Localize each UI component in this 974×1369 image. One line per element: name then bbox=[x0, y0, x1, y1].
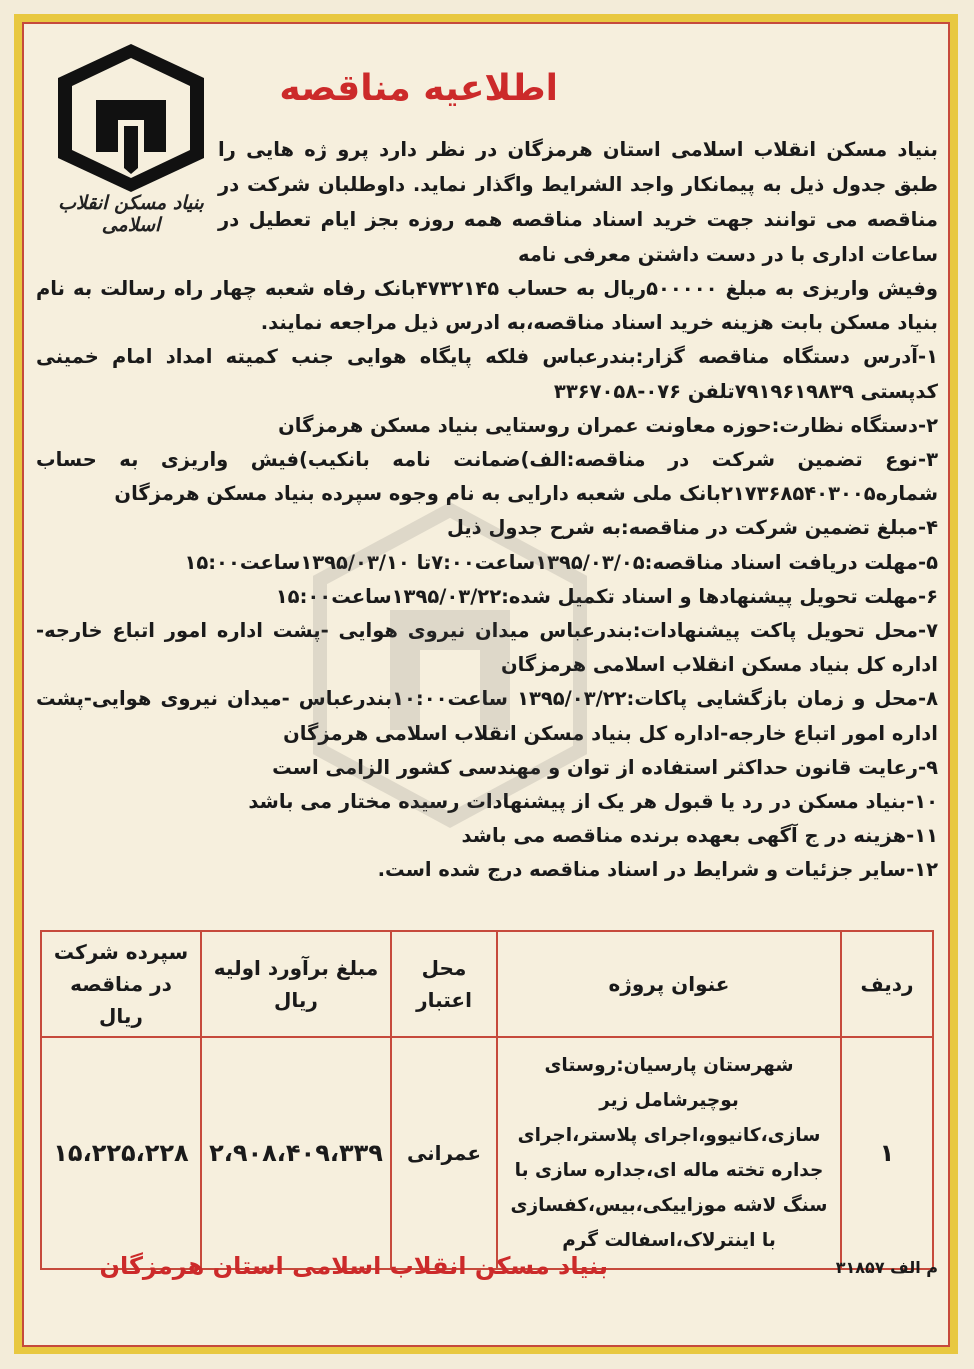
cell-deposit: ۱۵،۲۲۵،۲۲۸ bbox=[41, 1037, 201, 1269]
term-item: ۲-دستگاه نظارت:حوزه معاونت عمران روستایی بنیاد مسکن هرمزگان bbox=[278, 413, 938, 437]
logo bbox=[36, 40, 226, 240]
intro-paragraph: بنیاد مسکن انقلاب اسلامی استان هرمزگان در نظر دارد پرو ژه هایی را طبق جدول ذیل به پیمانکار واجد الشرایط واگذار نماید. داوطلبان شرکت در مناقصه می توانند جهت خرید اسناد مناقصه همه روزه بجز ایام تعطیل در ساعات اداری با در دست داشتن معرفی نامه bbox=[218, 138, 938, 266]
table-row bbox=[41, 1037, 933, 1269]
term-item: ۶-مهلت تحویل پیشنهادها و اسناد تکمیل شده:۱۳۹۵/۰۳/۲۲ساعت۱۵:۰۰ bbox=[275, 584, 938, 608]
header-row-number: ردیف bbox=[841, 931, 933, 1037]
term-item: ۳-نوع تضمین شرکت در مناقصه:الف)ضمانت نامه بانکیب)فیش واریزی به حساب شماره۲۱۷۳۶۸۵۴۰۳۰۰۵بانک ملی شعبه دارایی به نام وجوه سپرده بنیاد مسکن هرمزگان bbox=[36, 448, 938, 506]
header-project: عنوان پروژه bbox=[497, 931, 841, 1037]
term-item: ۱۰-بنیاد مسکن در رد یا قبول هر یک از پیشنهادات رسیده مختار می باشد bbox=[248, 790, 938, 814]
term-item: ۱۲-سایر جزئیات و شرایط در اسناد مناقصه درج شده است. bbox=[377, 858, 938, 882]
cell-estimate: ۲،۹۰۸،۴۰۹،۳۳۹ bbox=[201, 1037, 391, 1269]
cell-row-number: ۱ bbox=[841, 1037, 933, 1269]
project-table bbox=[40, 930, 934, 1270]
term-item: ۷-محل تحویل پاکت پیشنهادات:بندرعباس میدان نیروی هوایی -پشت اداره امور اتباع خارجه-اداره کل بنیاد مسکن انقلاب اسلامی هرمزگان bbox=[36, 619, 938, 677]
cell-credit: عمرانی bbox=[391, 1037, 497, 1269]
logo-emblem-icon bbox=[36, 40, 226, 200]
term-item: ۴-مبلغ تضمین شرکت در مناقصه:به شرح جدول ذیل bbox=[446, 516, 938, 540]
tender-terms bbox=[36, 272, 938, 888]
term-item: ۱۱-هزینه در ج آگهی بعهده برنده مناقصه می باشد bbox=[461, 824, 938, 848]
header-credit: محل اعتبار bbox=[391, 931, 497, 1037]
page-title: اطلاعیه مناقصه bbox=[279, 68, 558, 109]
cell-project: شهرستان پارسیان:روستای بوچیرشامل زیر سازی،کانیوو،اجرای پلاستر،اجرای جداره تخته ماله ای،جداره سازی با سنگ لاشه موزاییکی،بیس،کفسازی با اینترلاک،اسفالت گرم bbox=[497, 1037, 841, 1269]
table-header-row bbox=[41, 931, 933, 1037]
notice bbox=[36, 30, 938, 1330]
header-estimate: مبلغ برآورد اولیه ریال bbox=[201, 931, 391, 1037]
footer-code: م الف ۳۱۸۵۷ bbox=[835, 1258, 938, 1277]
logo-caption: بنیاد مسکن انقلاب اسلامی bbox=[58, 192, 204, 236]
term-item: ۵-مهلت دریافت اسناد مناقصه:۱۳۹۵/۰۳/۰۵ساعت۷:۰۰تا ۱۳۹۵/۰۳/۱۰ساعت۱۵:۰۰ bbox=[184, 550, 938, 574]
footer-title: بنیاد مسکن انقلاب اسلامی استان هرمزگان bbox=[99, 1252, 608, 1280]
term-item: ۱-آدرس دستگاه مناقصه گزار:بندرعباس فلکه پایگاه هوایی جنب کمیته امداد امام خمینی کدپستی ۷۹۱۹۶۱۹۸۳۹تلفن ۰۷۶-۳۳۶۷۰۵۸ bbox=[36, 345, 938, 403]
term-item: ۹-رعایت قانون حداکثر استفاده از توان و مهندسی کشور الزامی است bbox=[272, 755, 938, 779]
header-deposit: سپرده شرکت در مناقصه ریال bbox=[41, 931, 201, 1037]
payment-paragraph: وفیش واریزی به مبلغ ۵۰۰۰۰۰ریال به حساب ۴۷۳۲۱۴۵بانک رفاه شعبه چهار راه رسالت به نام بنیاد مسکن بابت هزینه خرید اسناد مناقصه،به ادرس ذیل مراجعه نمایند. bbox=[36, 277, 938, 335]
term-item: ۸-محل و زمان بازگشایی پاکات:۱۳۹۵/۰۳/۲۲ ساعت۱۰:۰۰بندرعباس -میدان نیروی هوایی-پشت اداره امور اتباع خارجه-اداره کل بنیاد مسکن انقلاب اسلامی هرمزگان bbox=[36, 687, 938, 745]
